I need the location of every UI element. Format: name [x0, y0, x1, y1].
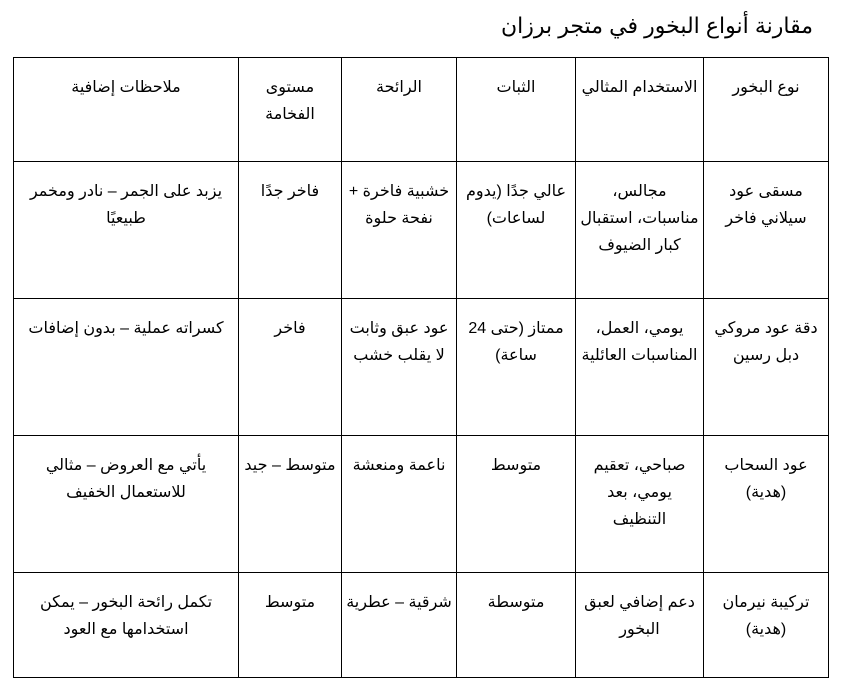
table-row: [14, 573, 829, 678]
table-cell: عود السحاب (هدية): [704, 436, 829, 573]
table-cell: ممتاز (حتى 24 ساعة): [457, 299, 576, 436]
table-cell: يزبد على الجمر – نادر ومخمر طبيعيًا: [14, 162, 239, 299]
table-cell: متوسط: [457, 436, 576, 573]
table-row: [14, 162, 829, 299]
table-cell: ناعمة ومنعشة: [342, 436, 457, 573]
table-cell: شرقية – عطرية: [342, 573, 457, 678]
table-cell: دقة عود مروكي دبل رسين: [704, 299, 829, 436]
header-cell-scent: الرائحة: [342, 58, 457, 162]
header-cell-luxury-level: مستوى الفخامة: [239, 58, 342, 162]
table-cell: عود عبق وثابت لا يقلب خشب: [342, 299, 457, 436]
header-cell-incense-type: نوع البخور: [704, 58, 829, 162]
table-cell: مجالس، مناسبات، استقبال كبار الضيوف: [576, 162, 704, 299]
table-cell: دعم إضافي لعبق البخور: [576, 573, 704, 678]
table-cell: يومي، العمل، المناسبات العائلية: [576, 299, 704, 436]
comparison-table: [13, 57, 829, 678]
table-header-row: [14, 58, 829, 162]
document-title: مقارنة أنواع البخور في متجر برزان: [501, 13, 813, 38]
table-cell: تركيبة نيرمان (هدية): [704, 573, 829, 678]
table-cell: خشبية فاخرة + نفحة حلوة: [342, 162, 457, 299]
table-cell: تكمل رائحة البخور – يمكن استخدامها مع العود: [14, 573, 239, 678]
table-row: [14, 436, 829, 573]
table-cell: مسقى عود سيلاني فاخر: [704, 162, 829, 299]
table-cell: متوسطة: [457, 573, 576, 678]
table-cell: صباحي، تعقيم يومي، بعد التنظيف: [576, 436, 704, 573]
table-cell: عالي جدًا (يدوم لساعات): [457, 162, 576, 299]
header-cell-notes: ملاحظات إضافية: [14, 58, 239, 162]
table-row: [14, 299, 829, 436]
table-cell: متوسط – جيد: [239, 436, 342, 573]
table-cell: متوسط: [239, 573, 342, 678]
header-cell-longevity: الثبات: [457, 58, 576, 162]
table-cell: يأتي مع العروض – مثالي للاستعمال الخفيف: [14, 436, 239, 573]
table-cell: فاخر: [239, 299, 342, 436]
table-cell: فاخر جدًا: [239, 162, 342, 299]
header-cell-ideal-use: الاستخدام المثالي: [576, 58, 704, 162]
table-cell: كسراته عملية – بدون إضافات: [14, 299, 239, 436]
